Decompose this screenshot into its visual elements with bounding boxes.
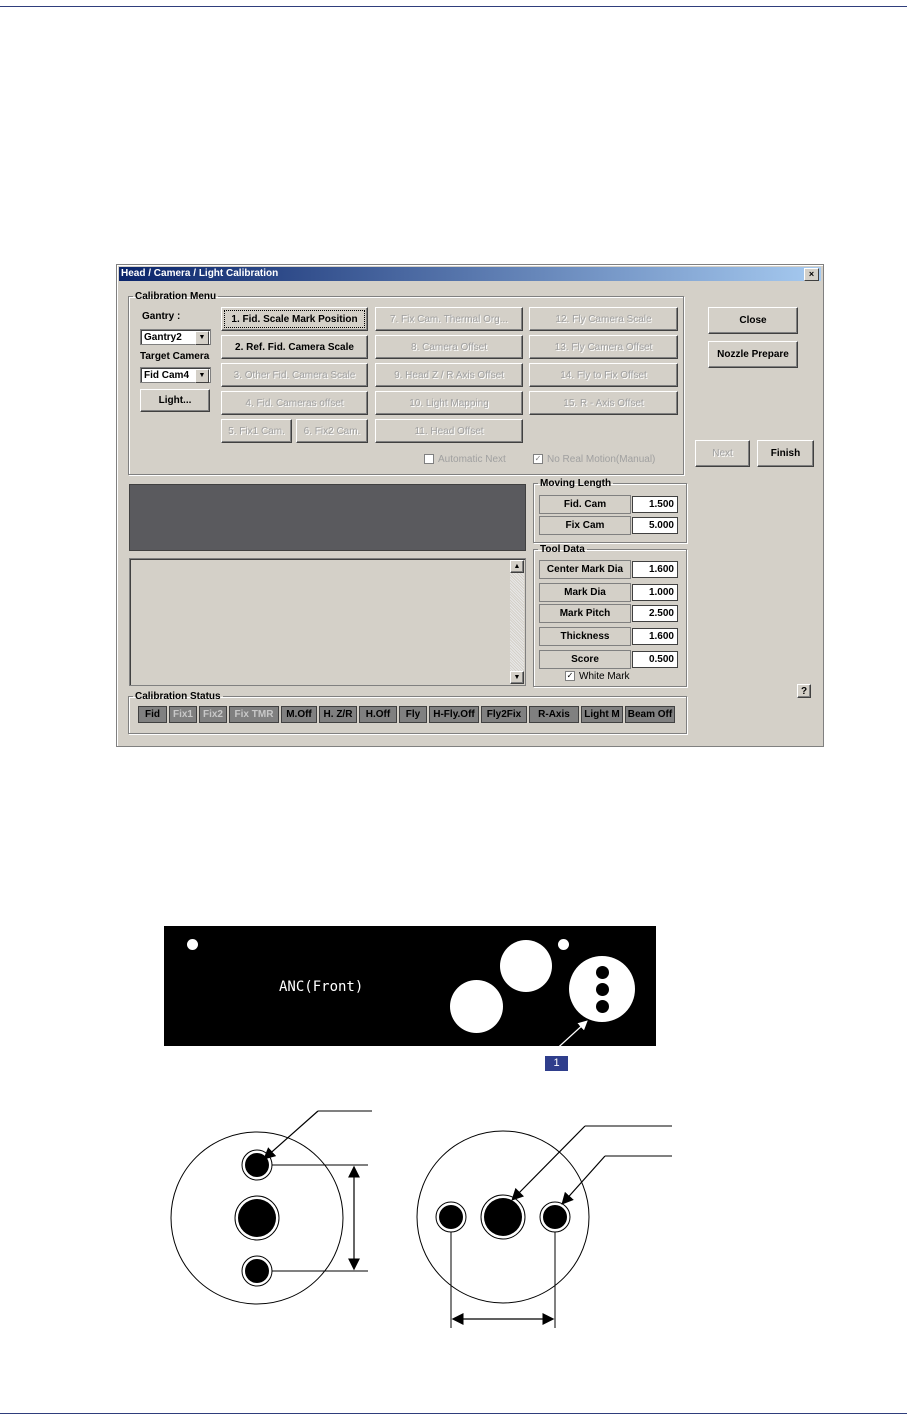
fiducial-hole xyxy=(558,939,569,950)
fid-scale-mark-position-button[interactable]: 1. Fid. Scale Mark Position xyxy=(221,307,368,331)
fix1-cam-button[interactable]: 5. Fix1 Cam. xyxy=(221,419,292,443)
status-m-off: M.Off xyxy=(281,706,317,723)
status-fix-tmr: Fix TMR xyxy=(229,706,279,723)
white-mark-checkbox[interactable] xyxy=(565,671,630,682)
fly-camera-offset-button[interactable]: 13. Fly Camera Offset xyxy=(529,335,678,359)
checkmark-icon: ✓ xyxy=(566,671,574,681)
status-fix2: Fix2 xyxy=(199,706,227,723)
target-camera-value: Fid Cam4 xyxy=(144,370,190,381)
mark-dia-input[interactable]: 1.000 xyxy=(632,584,678,601)
fid-cameras-offset-button[interactable]: 4. Fid. Cameras offset xyxy=(221,391,368,415)
top-rule xyxy=(0,6,907,7)
thickness-label: Thickness xyxy=(539,627,631,646)
head-offset-button[interactable]: 11. Head Offset xyxy=(375,419,523,443)
fix-cam-label: Fix Cam xyxy=(539,516,631,535)
center-mark-dia-label: Center Mark Dia xyxy=(539,560,631,579)
gantry-label: Gantry : xyxy=(142,311,181,322)
status-fix1: Fix1 xyxy=(169,706,197,723)
camera-preview xyxy=(129,484,526,551)
dialog-titlebar xyxy=(119,267,821,281)
moving-length-legend: Moving Length xyxy=(540,478,612,489)
light-button[interactable]: Light... xyxy=(140,389,210,412)
anc-front-board xyxy=(164,926,656,1046)
target-camera-select[interactable] xyxy=(140,367,211,383)
mark-pitch-row xyxy=(539,604,679,623)
checkbox-box-icon xyxy=(424,454,434,464)
horizontal-mark-diagram xyxy=(417,1126,672,1328)
callout-badge: 1 xyxy=(545,1056,568,1071)
head-zr-axis-offset-button[interactable]: 9. Head Z / R Axis Offset xyxy=(375,363,523,387)
no-real-motion-checkbox[interactable] xyxy=(533,454,655,465)
vertical-mark-diagram xyxy=(171,1111,372,1304)
next-button[interactable]: Next xyxy=(695,440,750,467)
fix2-cam-button[interactable]: 6. Fix2 Cam. xyxy=(296,419,368,443)
scale-mark-disc xyxy=(569,956,635,1022)
scroll-up-icon[interactable]: ▲ xyxy=(510,560,524,573)
fix-cam-row xyxy=(539,516,679,535)
gantry-value: Gantry2 xyxy=(144,332,182,343)
no-real-motion-label: No Real Motion(Manual) xyxy=(547,454,656,465)
thickness-input[interactable]: 1.600 xyxy=(632,628,678,645)
bottom-rule xyxy=(0,1413,907,1414)
chevron-down-icon[interactable]: ▼ xyxy=(195,331,209,345)
calibration-dialog xyxy=(116,264,824,747)
fix-cam-input[interactable]: 5.000 xyxy=(632,517,678,534)
fix-cam-thermal-org-button[interactable]: 7. Fix Cam. Thermal Org... xyxy=(375,307,523,331)
fid-cam-row xyxy=(539,495,679,514)
status-h-zr: H. Z/R xyxy=(319,706,357,723)
log-scrollbar[interactable] xyxy=(510,560,524,684)
score-label: Score xyxy=(539,650,631,669)
other-fid-camera-scale-button[interactable]: 3. Other Fid. Camera Scale xyxy=(221,363,368,387)
checkmark-icon: ✓ xyxy=(534,454,542,464)
light-mapping-button[interactable]: 10. Light Mapping xyxy=(375,391,523,415)
target-camera-label: Target Camera xyxy=(140,351,210,362)
fly-to-fix-offset-button[interactable]: 14. Fly to Fix Offset xyxy=(529,363,678,387)
finish-button[interactable]: Finish xyxy=(757,440,814,467)
fid-cam-input[interactable]: 1.500 xyxy=(632,496,678,513)
gantry-select[interactable] xyxy=(140,329,211,345)
status-light-m: Light M xyxy=(581,706,623,723)
scroll-down-icon[interactable]: ▼ xyxy=(510,671,524,684)
mark-dia-row xyxy=(539,583,679,602)
mark-dia-label: Mark Dia xyxy=(539,583,631,602)
score-input[interactable]: 0.500 xyxy=(632,651,678,668)
calibration-menu-legend: Calibration Menu xyxy=(135,291,217,302)
help-button[interactable]: ? xyxy=(797,684,811,698)
mark-pitch-input[interactable]: 2.500 xyxy=(632,605,678,622)
dialog-title: Head / Camera / Light Calibration xyxy=(121,268,279,279)
r-axis-offset-button[interactable]: 15. R - Axis Offset xyxy=(529,391,678,415)
status-h-off: H.Off xyxy=(359,706,397,723)
score-row xyxy=(539,650,679,669)
fiducial-hole xyxy=(187,939,198,950)
white-mark-label: White Mark xyxy=(579,671,630,682)
nozzle-hole xyxy=(500,940,552,992)
chevron-down-icon[interactable]: ▼ xyxy=(195,369,209,383)
nozzle-prepare-button[interactable]: Nozzle Prepare xyxy=(708,341,798,368)
automatic-next-label: Automatic Next xyxy=(438,454,506,465)
status-r-axis: R-Axis xyxy=(529,706,579,723)
status-fly2fix: Fly2Fix xyxy=(481,706,527,723)
board-label: ANC(Front) xyxy=(279,979,364,995)
ref-fid-camera-scale-button[interactable]: 2. Ref. Fid. Camera Scale xyxy=(221,335,368,359)
mark-dot xyxy=(596,1000,609,1013)
close-button[interactable]: Close xyxy=(708,307,798,334)
fid-cam-label: Fid. Cam xyxy=(539,495,631,514)
fly-camera-scale-button[interactable]: 12. Fly Camera Scale xyxy=(529,307,678,331)
nozzle-hole xyxy=(450,980,503,1033)
status-h-fly-off: H-Fly.Off xyxy=(429,706,479,723)
camera-offset-button[interactable]: 8. Camera Offset xyxy=(375,335,523,359)
close-icon[interactable]: × xyxy=(804,268,819,281)
mark-dot xyxy=(596,966,609,979)
tool-data-legend: Tool Data xyxy=(540,544,585,555)
thickness-row xyxy=(539,627,679,646)
status-fly: Fly xyxy=(399,706,427,723)
status-beam-off: Beam Off xyxy=(625,706,675,723)
center-mark-dia-input[interactable]: 1.600 xyxy=(632,561,678,578)
calibration-status-legend: Calibration Status xyxy=(135,691,221,702)
mark-pitch-label: Mark Pitch xyxy=(539,604,631,623)
center-mark-dia-row xyxy=(539,560,679,579)
mark-dot xyxy=(596,983,609,996)
status-fid: Fid xyxy=(138,706,167,723)
log-area[interactable] xyxy=(129,558,526,686)
automatic-next-checkbox[interactable] xyxy=(424,454,506,465)
